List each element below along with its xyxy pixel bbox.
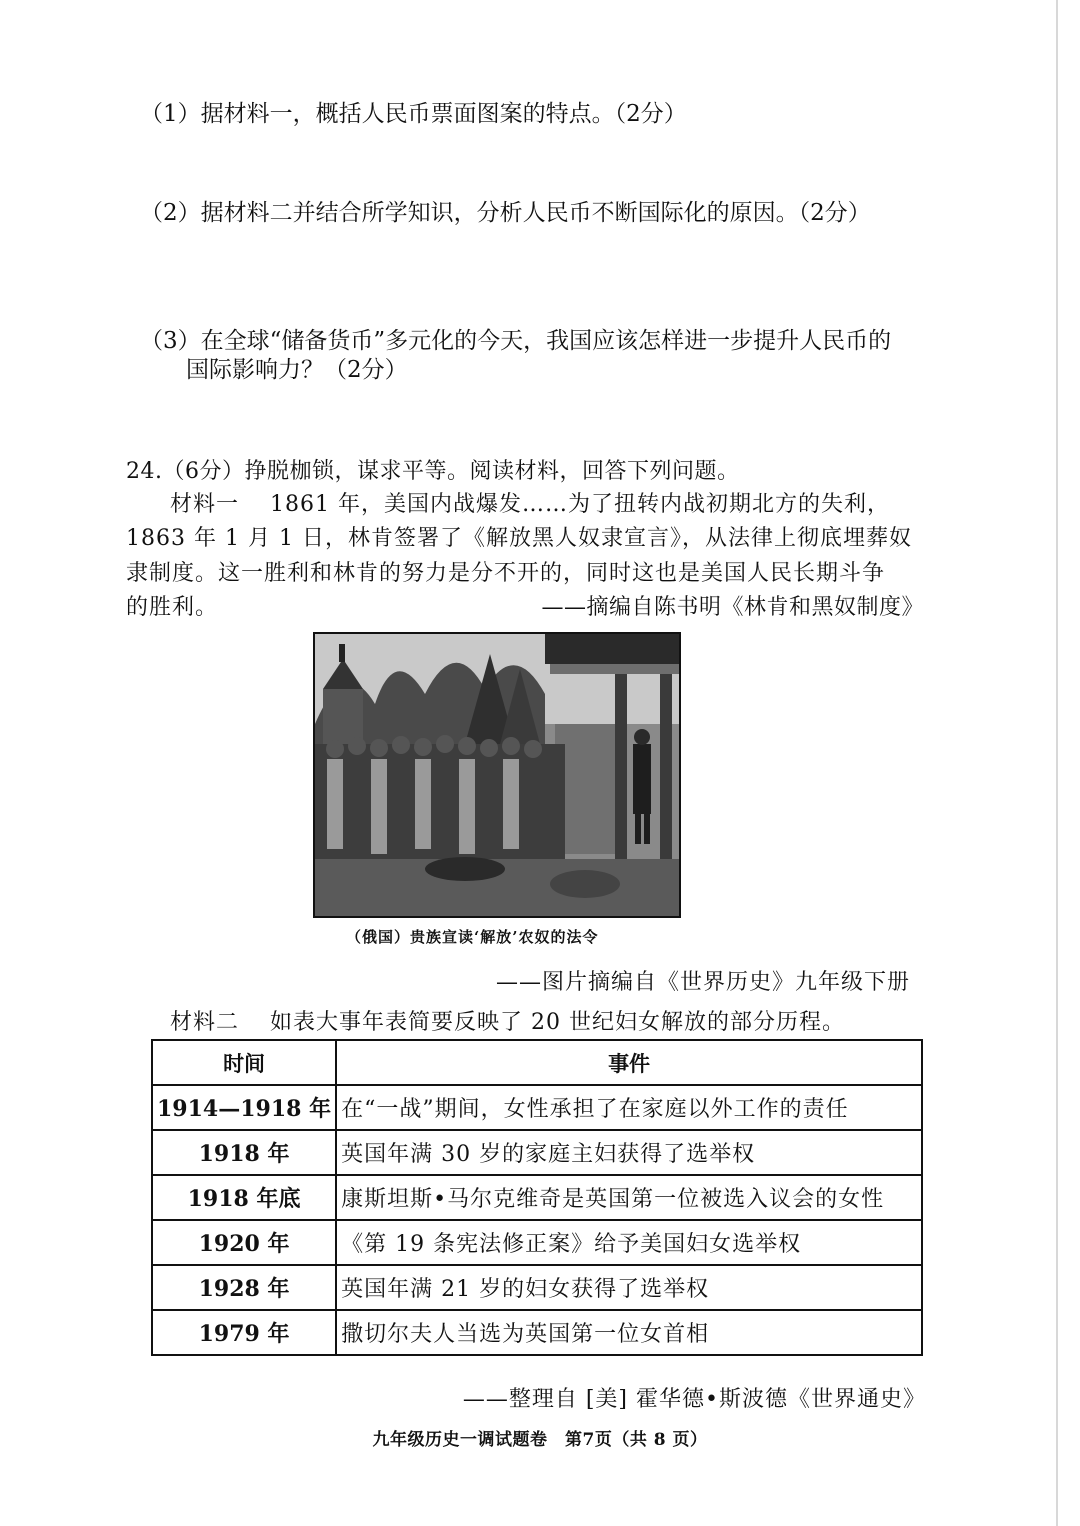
row-time: 1918 年底 <box>152 1175 336 1220</box>
table-row <box>152 1310 922 1355</box>
image-source: ——图片摘编自《世界历史》九年级下册 <box>495 970 910 995</box>
table-row <box>152 1265 922 1310</box>
row-event: 撒切尔夫人当选为英国第一位女首相 <box>336 1310 922 1355</box>
page-edge-line <box>1056 0 1058 1526</box>
row-time: 1928 年 <box>152 1265 336 1310</box>
table-row <box>152 1220 922 1265</box>
material-1-source: ——摘编自陈书明《林肯和黑奴制度》 <box>541 595 924 620</box>
material-1-line-2: 1863 年 1 月 1 日，林肯签署了《解放黑人奴隶宣言》，从法律上彻底埋葬奴 <box>126 526 912 551</box>
row-time: 1914—1918 年 <box>152 1085 336 1130</box>
row-time: 1918 年 <box>152 1130 336 1175</box>
image-caption: （俄国）贵族宣读‘解放’农奴的法令 <box>346 928 599 946</box>
events-table <box>151 1039 923 1356</box>
row-event: 康斯坦斯•马尔克维奇是英国第一位被选入议会的女性 <box>336 1175 922 1220</box>
table-header-row <box>152 1040 922 1085</box>
material-1-line-4: 的胜利。 <box>126 595 219 620</box>
row-time: 1920 年 <box>152 1220 336 1265</box>
page-footer: 九年级历史一调试题卷 第7页（共 8 页） <box>372 1430 708 1450</box>
row-event: 在“一战”期间，女性承担了在家庭以外工作的责任 <box>336 1085 922 1130</box>
row-event: 英国年满 21 岁的妇女获得了选举权 <box>336 1265 922 1310</box>
question-3-line-2: 国际影响力？（2分） <box>186 357 408 383</box>
question-1: （1）据材料一，概括人民币票面图案的特点。（2分） <box>140 101 687 127</box>
row-event: 英国年满 30 岁的家庭主妇获得了选举权 <box>336 1130 922 1175</box>
table-row <box>152 1130 922 1175</box>
row-time: 1979 年 <box>152 1310 336 1355</box>
header-time: 时间 <box>152 1040 336 1085</box>
material-2-intro: 材料二 如表大事年表简要反映了 20 世纪妇女解放的部分历程。 <box>170 1010 845 1035</box>
material-1-line-1: 材料一 1861 年，美国内战爆发……为了扭转内战初期北方的失利， <box>170 492 890 517</box>
material-1-line-3: 隶制度。这一胜利和林肯的努力是分不开的，同时这也是美国人民长期斗争 <box>126 561 886 586</box>
question-24-heading: 24.（6分）挣脱枷锁，谋求平等。阅读材料，回答下列问题。 <box>126 459 740 484</box>
question-2: （2）据材料二并结合所学知识，分析人民币不断国际化的原因。（2分） <box>140 200 871 226</box>
question-3-line-1: （3）在全球“储备货币”多元化的今天，我国应该怎样进一步提升人民币的 <box>140 328 892 354</box>
row-event: 《第 19 条宪法修正案》给予美国妇女选举权 <box>336 1220 922 1265</box>
table-row <box>152 1175 922 1220</box>
table-row <box>152 1085 922 1130</box>
table-source: ——整理自 [美] 霍华德•斯波德《世界通史》 <box>462 1387 926 1412</box>
engraving-illustration <box>313 632 681 918</box>
header-event: 事件 <box>336 1040 922 1085</box>
